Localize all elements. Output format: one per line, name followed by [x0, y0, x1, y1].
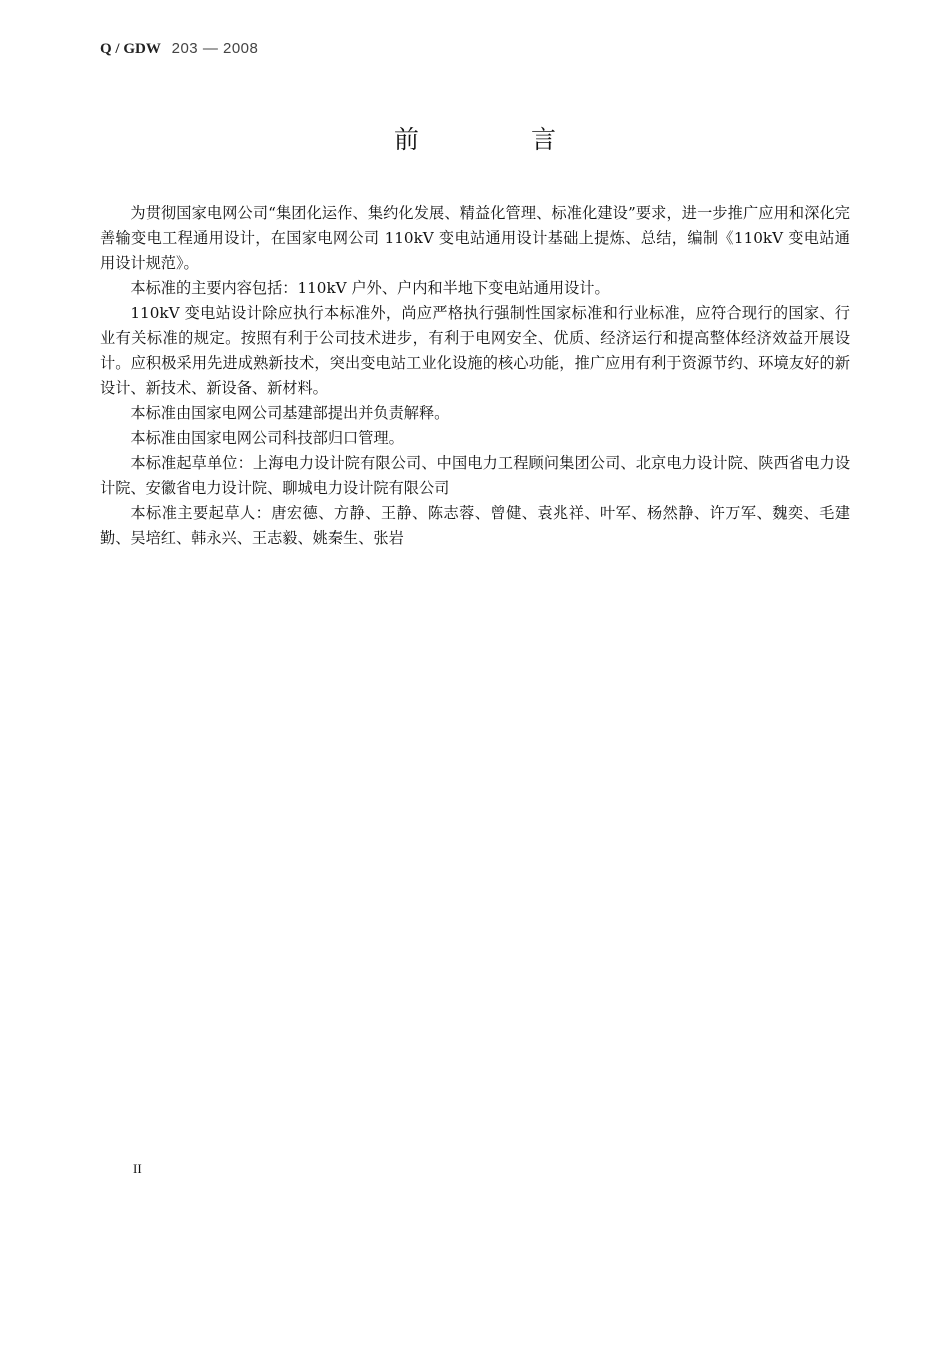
- standard-number: 203 — 2008: [171, 40, 259, 57]
- paragraph-purpose: 为贯彻国家电网公司“集团化运作、集约化发展、精益化管理、标准化建设”要求，进一步推广应用和深化完善输变电工程通用设计，在国家电网公司 110kV 变电站通用设计基础上提炼、总结，编制《110kV 变电站通用设计规范》。: [100, 204, 850, 272]
- standard-code: Q / GDW: [100, 41, 161, 57]
- page-number: II: [133, 1161, 142, 1176]
- paragraph-scope: 本标准的主要内容包括：110kV 户外、户内和半地下变电站通用设计。: [130, 279, 610, 297]
- paragraph-management: 本标准由国家电网公司科技部归口管理。: [130, 429, 404, 447]
- paragraph-proposer: 本标准由国家电网公司基建部提出并负责解释。: [130, 404, 450, 422]
- document-header: [100, 38, 258, 59]
- paragraph-drafters: 本标准主要起草人：唐宏德、方静、王静、陈志蓉、曾健、袁兆祥、叶军、杨然静、许万军、魏奕、毛建勤、吴培红、韩永兴、王志毅、姚秦生、张岩: [100, 504, 850, 547]
- foreword-body: [100, 201, 850, 551]
- page-title: 前 言: [394, 125, 608, 154]
- paragraph-requirements: 110kV 变电站设计除应执行本标准外，尚应严格执行强制性国家标准和行业标准，应符合现行的国家、行业有关标准的规定。按照有利于公司技术进步，有利于电网安全、优质、经济运行和提高整体经济效益开展设计。应积极采用先进成熟新技术，突出变电站工业化设施的核心功能，推广应用有利于资源节约、环境友好的新设计、新技术、新设备、新材料。: [100, 304, 850, 397]
- paragraph-drafting-units: 本标准起草单位：上海电力设计院有限公司、中国电力工程顾问集团公司、北京电力设计院、陕西省电力设计院、安徽省电力设计院、聊城电力设计院有限公司: [100, 454, 850, 497]
